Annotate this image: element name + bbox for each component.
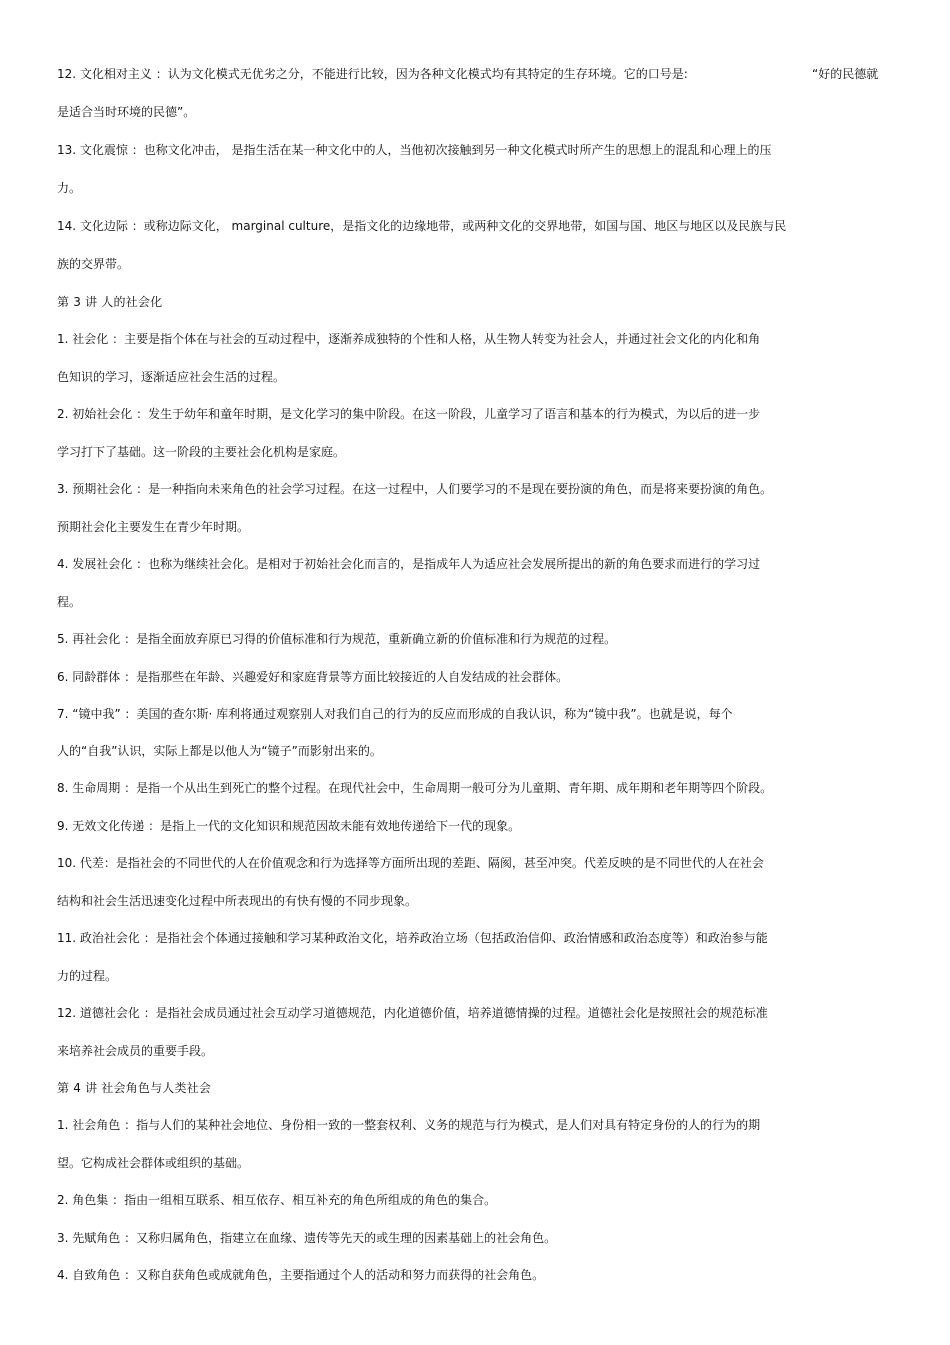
l3-item-3-anticipatory-socialization-line-2: 预期社会化主要发生在青少年时期。	[57, 520, 250, 534]
section-heading-lecture-4: 第 4 讲 社会角色与人类社会	[57, 1081, 212, 1095]
l3-item-3-anticipatory-socialization-line-1: 3. 预期社会化 ：是一种指向未来角色的社会学习过程。在这一过程中，人们要学习的不是现在要扮演的角色，而是将来要扮演的角色。	[57, 482, 773, 496]
l3-item-9-ineffective-transmission: 9. 无效文化传递 ：是指上一代的文化知识和规范因故未能有效地传递给下一代的现象。	[57, 819, 521, 833]
item-14-marginal-culture-line-1: 14. 文化边际 ：或称边际文化， marginal culture，是指文化的边缘地带，或两种文化的交界地带，如国与国、地区与地区以及民族与民	[57, 219, 787, 233]
l3-item-7-looking-glass-self-line-2: 人的“自我”认识，实际上都是以他人为“镜子”而影射出来的。	[57, 744, 382, 758]
l3-item-6-peer-group: 6. 同龄群体 ：是指那些在年龄、兴趣爱好和家庭背景等方面比较接近的人自发结成的社会群体。	[57, 670, 569, 684]
item-14-marginal-culture-line-2: 族的交界带。	[57, 257, 130, 271]
item-13-culture-shock-line-1: 13. 文化震惊 ：也称文化冲击， 是指生活在某一种文化中的人，当他初次接触到另一种文化模式时所产生的思想上的混乱和心理上的压	[57, 143, 772, 157]
l3-item-11-political-socialization-line-2: 力的过程。	[57, 969, 118, 983]
item-13-culture-shock-line-2: 力。	[57, 181, 82, 195]
l4-item-1-social-role-line-2: 望。它构成社会群体或组织的基础。	[57, 1156, 250, 1170]
l4-item-4-achieved-role: 4. 自致角色 ：又称自获角色或成就角色，主要指通过个人的活动和努力而获得的社会角色。	[57, 1268, 545, 1282]
l3-item-8-life-cycle: 8. 生命周期 ：是指一个从出生到死亡的整个过程。在现代社会中，生命周期一般可分为儿童期、青年期、成年期和老年期等四个阶段。	[57, 781, 773, 795]
l3-item-10-generation-gap-line-2: 结构和社会生活迅速变化过程中所表现出的有快有慢的不同步现象。	[57, 894, 418, 908]
l3-item-1-socialization-line-2: 色知识的学习，逐渐适应社会生活的过程。	[57, 370, 286, 384]
l4-item-2-role-set: 2. 角色集 ：指由一组相互联系、相互依存、相互补充的角色所组成的角色的集合。	[57, 1193, 497, 1207]
l4-item-3-ascribed-role: 3. 先赋角色 ：又称归属角色，指建立在血缘、遗传等先天的或生理的因素基础上的社会角色。	[57, 1231, 557, 1245]
l3-item-4-developmental-socialization-line-2: 程。	[57, 595, 82, 609]
l3-item-10-generation-gap-line-1: 10. 代差：是指社会的不同世代的人在价值观念和行为选择等方面所出现的差距、隔阂，甚至冲突。代差反映的是不同世代的人在社会	[57, 856, 764, 870]
l3-item-12-moral-socialization-line-1: 12. 道德社会化 ：是指社会成员通过社会互动学习道德规范，内化道德价值，培养道德情操的过程。道德社会化是按照社会的规范标准	[57, 1006, 768, 1020]
item-12-cultural-relativism-line-2: 是适合当时环境的民德”。	[57, 105, 196, 119]
l3-item-1-socialization-line-1: 1. 社会化 ：主要是指个体在与社会的互动过程中，逐渐养成独特的个性和人格，从生物人转变为社会人，并通过社会文化的内化和角	[57, 332, 761, 346]
section-heading-lecture-3: 第 3 讲 人的社会化	[57, 295, 163, 309]
l3-item-11-political-socialization-line-1: 11. 政治社会化 ：是指社会个体通过接触和学习某种政治文化，培养政治立场（包括政治信仰、政治情感和政治态度等）和政治参与能	[57, 931, 768, 945]
l3-item-12-moral-socialization-line-2: 来培养社会成员的重要手段。	[57, 1044, 214, 1058]
item-12-cultural-relativism-line-1: 12. 文化相对主义 ：认为文化模式无优劣之分，不能进行比较，因为各种文化模式均有其特定的生存环境。它的口号是:	[57, 67, 688, 81]
l3-item-2-primary-socialization-line-2: 学习打下了基础。这一阶段的主要社会化机构是家庭。	[57, 445, 346, 459]
l3-item-2-primary-socialization-line-1: 2. 初始社会化 ：发生于幼年和童年时期，是文化学习的集中阶段。在这一阶段，儿童学习了语言和基本的行为模式，为以后的进一步	[57, 407, 761, 421]
l4-item-1-social-role-line-1: 1. 社会角色 ：指与人们的某种社会地位、身份相一致的一整套权利、义务的规范与行为模式，是人们对具有特定身份的人的行为的期	[57, 1118, 761, 1132]
l3-item-5-resocialization: 5. 再社会化 ：是指全面放弃原已习得的价值标准和行为规范，重新确立新的价值标准和行为规范的过程。	[57, 632, 617, 646]
l3-item-7-looking-glass-self-line-1: 7. “镜中我” ：美国的查尔斯· 库利将通过观察别人对我们自己的行为的反应而形成的自我认识，称为“镜中我”。也就是说，每个	[57, 707, 733, 721]
l3-item-4-developmental-socialization-line-1: 4. 发展社会化 ：也称为继续社会化。是相对于初始社会化而言的，是指成年人为适应社会发展所提出的新的角色要求而进行的学习过	[57, 557, 761, 571]
item-12-cultural-relativism-line-1-end: “好的民德就	[812, 67, 879, 81]
